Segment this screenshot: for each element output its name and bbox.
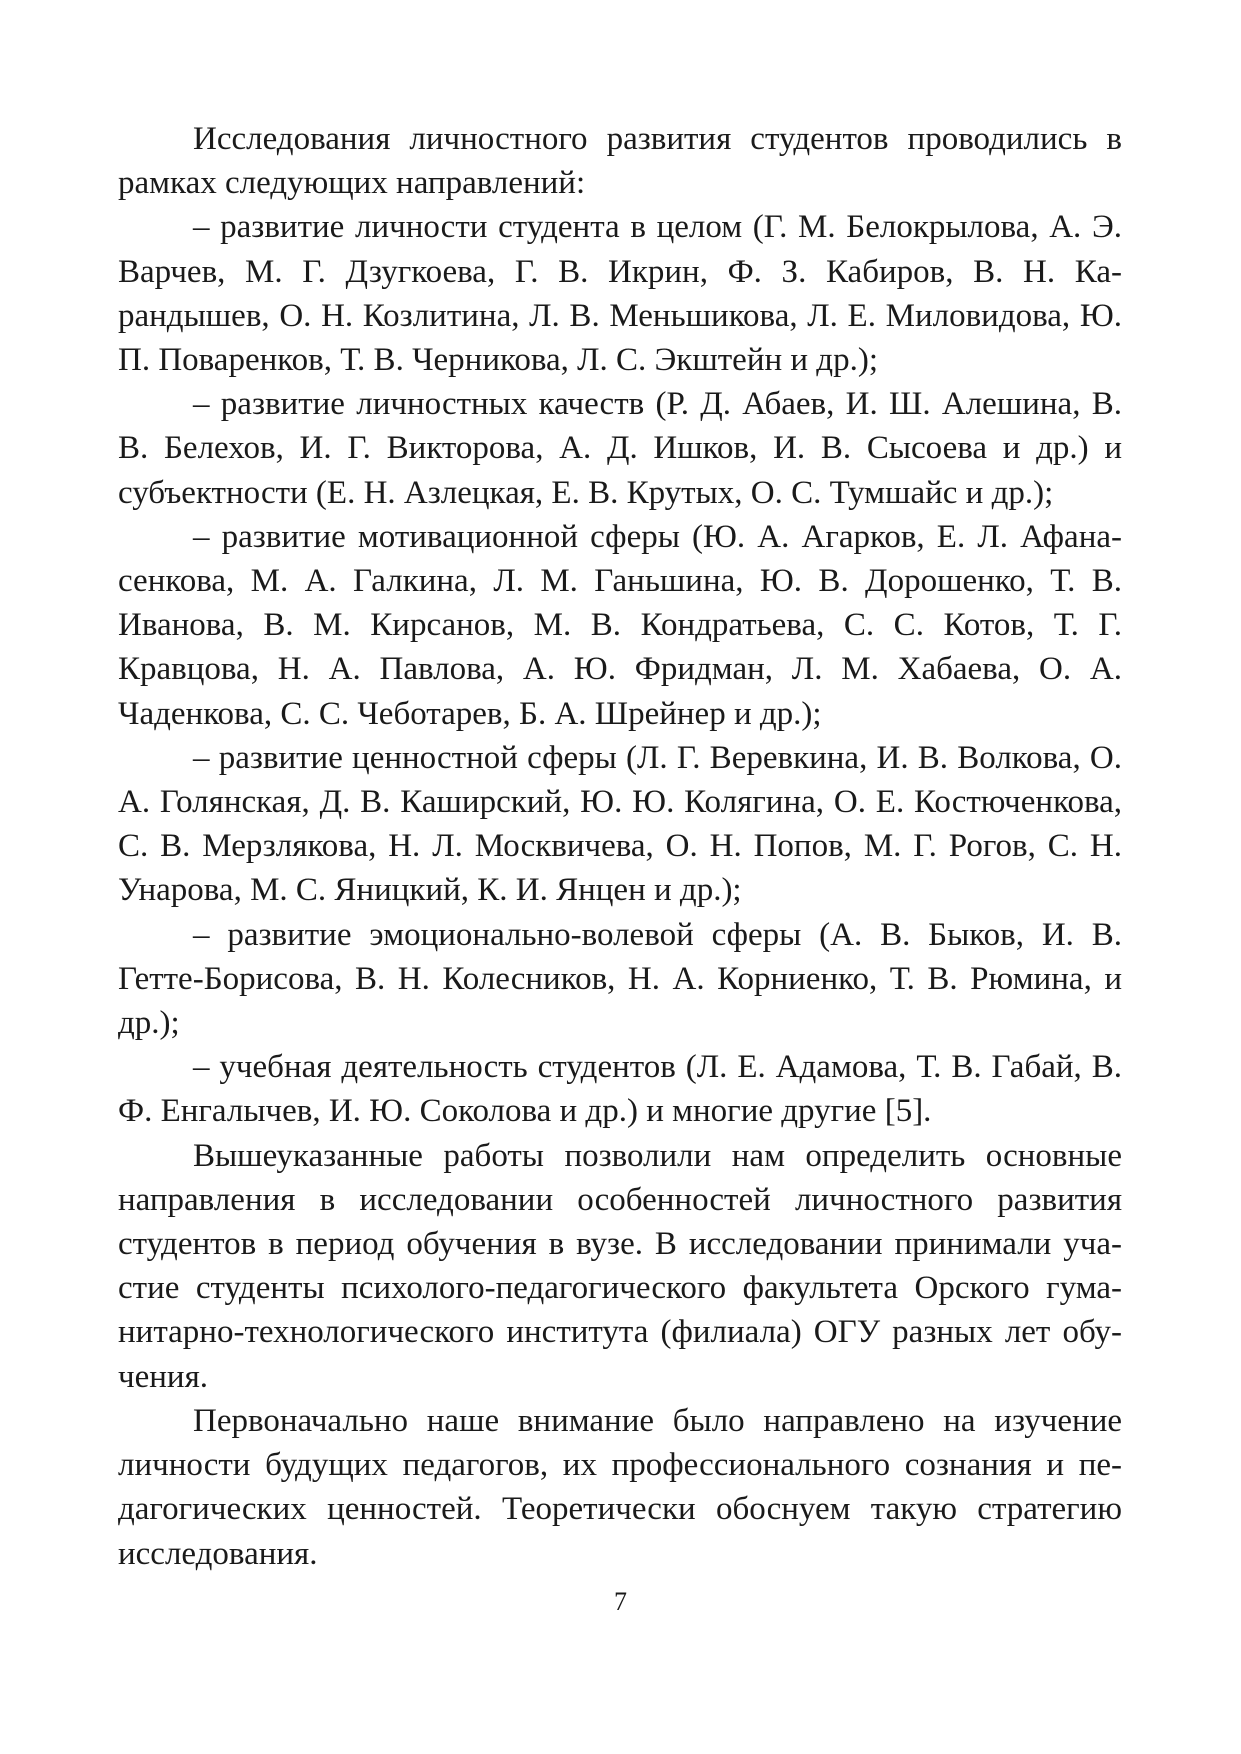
list-item-emotional: – развитие эмоционально-волевой сферы (А. В. Быков, И. В. Гетте-Борисова, В. Н. Колесников, Н. А. Корниенко, Т. В. Рюмина, и др.); [118,916,1122,1042]
list-item-personality: – развитие личности студента в целом (Г. М. Белокрылова, А. Э. Варчев, М. Г. Дзугкоева, Г. В. Икрин, Ф. З. Кабиров, В. Н. Карандышев, О. Н. Козлитина, Л. В. Меньшикова, Л. Е. Миловидова, Ю. П. Поваренков, Т. В. Черникова, Л. С. Экштейн и др.); [118,209,1122,379]
page-number: 7 [614,1587,627,1616]
paragraph-strategy: Первоначально наше внимание было направлено на изучение личности будущих педагогов, их профессионального сознания и педагогических ценностей. Теоретически обоснуем такую стратегию исследования. [118,1402,1122,1572]
list-item-qualities: – развитие личностных качеств (Р. Д. Абаев, И. Ш. Алешина, В. В. Белехов, И. Г. Викторова, А. Д. Ишков, И. В. Сысоева и др.) и субъектности (Е. Н. Азлецкая, Е. В. Крутых, О. С. Тумшайс и др.); [118,386,1122,511]
paragraph-intro: Исследования личностного развития студентов проводились в рамках следующих направлений: [118,121,1122,202]
paragraph-directions: Вышеуказанные работы позволили нам определить основные направления в исследовании особенностей личностного развития студентов в период обучения в вузе. В исследовании принимали участие студенты психолого-педагогического факультета Орского гуманитарно-технологического института (филиала) ОГУ разных лет обучения. [118,1137,1122,1395]
list-item-motivation: – развитие мотивационной сферы (Ю. А. Агарков, Е. Л. Афанасенкова, М. А. Галкина, Л. М. Ганьшина, Ю. В. Дорошенко, Т. В. Иванова, В. М. Кирсанов, М. В. Кондратьева, С. С. Котов, Т. Г. Кравцова, Н. А. Павлова, А. Ю. Фридман, Л. М. Хабаева, О. А. Чаденкова, С. С. Чеботарев, Б. А. Шрейнер и др.); [118,518,1122,732]
list-item-learning: – учебная деятельность студентов (Л. Е. Адамова, Т. В. Габай, В. Ф. Енгалычев, И. Ю. Соколова и др.) и многие другие [5]. [118,1049,1122,1130]
body-text [118,117,1122,1576]
list-item-values: – развитие ценностной сферы (Л. Г. Веревкина, И. В. Волкова, О. А. Голянская, Д. В. Каширский, Ю. Ю. Колягина, О. Е. Костюченкова, С. В. Мерзлякова, Н. Л. Москвичева, О. Н. Попов, М. Г. Рогов, С. Н. Унарова, М. С. Яницкий, К. И. Янцен и др.); [118,739,1122,909]
